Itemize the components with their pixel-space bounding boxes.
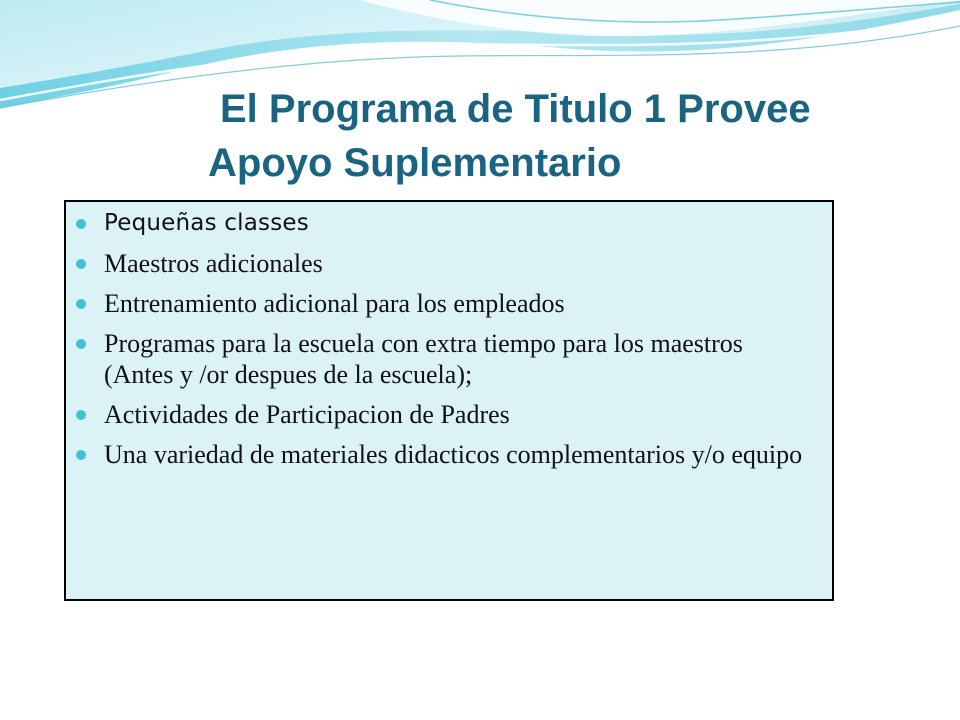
bullet-text: Maestros adicionales: [104, 249, 323, 278]
slide-title: [0, 82, 960, 190]
bullet-dot-icon: [76, 259, 86, 269]
bullet-dot-icon: [76, 450, 86, 460]
title-line-2: Apoyo Suplementario: [208, 141, 622, 185]
bullet-dot-icon: [76, 219, 86, 229]
list-item: [104, 288, 812, 319]
bullet-text: Entrenamiento adicional para los empleados: [104, 289, 565, 318]
bullet-text: Pequeñas classes: [104, 210, 309, 236]
content-box: [64, 200, 834, 601]
list-item: [104, 328, 812, 390]
list-item: [104, 208, 812, 239]
bullet-text: Una variedad de materiales didacticos complementarios y/o equipo: [104, 440, 803, 469]
bullet-list: [66, 202, 832, 470]
list-item: [104, 399, 812, 430]
bullet-text: Actividades de Participacion de Padres: [104, 400, 510, 429]
list-item: [104, 439, 812, 470]
bullet-dot-icon: [76, 299, 86, 309]
bullet-dot-icon: [76, 410, 86, 420]
bullet-text: Programas para la escuela con extra tiempo para los maestros (Antes y /or despues de la escuela);: [104, 329, 743, 389]
title-line-1: El Programa de Titulo 1 Provee: [220, 87, 811, 131]
bullet-dot-icon: [76, 339, 86, 349]
list-item: [104, 248, 812, 279]
